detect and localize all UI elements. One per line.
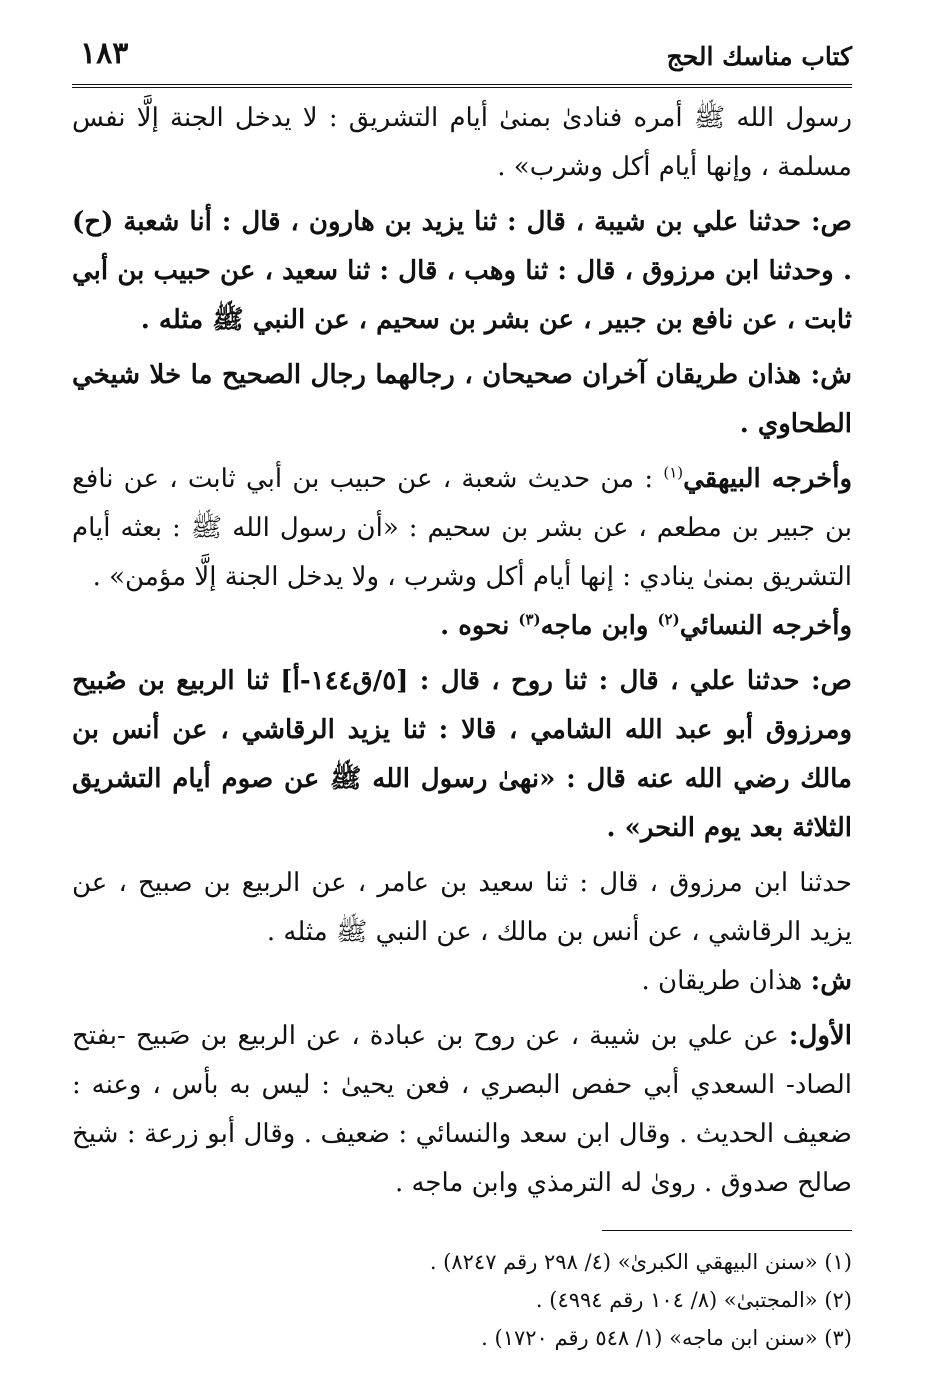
page-number: ١٨٣: [80, 36, 129, 71]
paragraph-5: [72, 602, 852, 651]
paragraph-8-text: هذان طريقان .: [641, 966, 811, 996]
paragraph-8-label: ش:: [810, 966, 852, 996]
footnote-ref-1: (١): [663, 463, 684, 482]
paragraph-5-part-2: وابن ماجه: [540, 611, 658, 641]
page: [72, 32, 852, 1352]
paragraph-7: حدثنا ابن مرزوق ، قال : ثنا سعيد بن عامر ، عن الربيع بن صبيح ، عن يزيد الرقاشي ، عن أنس بن مالك ، عن النبي ﷺ مثله .: [72, 868, 852, 947]
footnote-2: (٢) «المجتبىٰ» (٨/ ١٠٤ رقم ٤٩٩٤) .: [535, 1288, 852, 1312]
paragraph-4-label: وأخرجه البيهقي: [683, 464, 853, 494]
paragraph-9-text: عن علي بن شيبة ، عن روح بن عبادة ، عن الربيع بن صَبيح -بفتح الصاد- السعدي أبي حفص البصري ، فعن يحيىٰ : ليس به بأس ، وعنه : ضعيف الحديث . وقال ابن سعد والنسائي : ضعيف . وقال أبو زرعة : شيخ صالح صدوق . روىٰ له الترمذي وابن ماجه .: [72, 1021, 852, 1198]
paragraph-1: رسول الله ﷺ أمره فنادىٰ بمنىٰ أيام التشريق : لا يدخل الجنة إلَّا نفس مسلمة ، وإنها أيام أكل وشرب» .: [72, 103, 852, 182]
footnote-3: (٣) «سنن ابن ماجه» (١/ ٥٤٨ رقم ١٧٢٠) .: [481, 1326, 852, 1350]
paragraph-9-label: الأول:: [788, 1021, 852, 1051]
running-title: كتاب مناسك الحج: [666, 42, 852, 71]
paragraph-2: ص: حدثنا علي بن شيبة ، قال : ثنا يزيد بن هارون ، قال : أنا شعبة (ح) . وحدثنا ابن مرزوق ، قال : ثنا وهب ، قال : ثنا سعيد ، عن حبيب بن أبي ثابت ، عن نافع بن جبير ، عن بشر بن سحيم ، عن النبي ﷺ مثله .: [72, 207, 852, 335]
page-header: [72, 32, 852, 88]
paragraph-4-text: : من حديث شعبة ، عن حبيب بن أبي ثابت ، عن نافع بن جبير بن مطعم ، عن بشر بن سحيم : «أن رسول الله ﷺ : بعثه أيام التشريق بمنىٰ ينادي : إنها أيام أكل وشرب ، ولا يدخل الجنة إلَّا مؤمن» .: [72, 464, 852, 592]
paragraph-4: [72, 455, 852, 602]
main-text: [72, 94, 852, 1208]
footnote-1: (١) «سنن البيهقي الكبرىٰ» (٤/ ٢٩٨ رقم ٨٢٤٧) .: [429, 1250, 852, 1274]
footnote-separator: [602, 1230, 852, 1231]
footnote-ref-2: (٢): [657, 610, 680, 629]
paragraph-8: [72, 957, 852, 1006]
footnote-ref-3: (٣): [518, 610, 541, 629]
paragraph-5-part-3: نحوه .: [440, 611, 519, 641]
paragraph-6: ص: حدثنا علي ، قال : ثنا روح ، قال : [٥/ق١٤٤-أ] ثنا الربيع بن صُبيح ومرزوق أبو عبد الله الشامي ، قالا : ثنا يزيد الرقاشي ، عن أنس بن مالك رضي الله عنه قال : «نهىٰ رسول الله ﷺ عن صوم أيام التشريق الثلاثة بعد يوم النحر» .: [72, 666, 852, 843]
paragraph-3: ش: هذان طريقان آخران صحيحان ، رجالهما رجال الصحيح ما خلا شيخي الطحاوي .: [72, 360, 852, 439]
footnotes: [72, 1243, 852, 1357]
paragraph-5-part-1: وأخرجه النسائي: [679, 611, 852, 641]
paragraph-9: [72, 1012, 852, 1208]
